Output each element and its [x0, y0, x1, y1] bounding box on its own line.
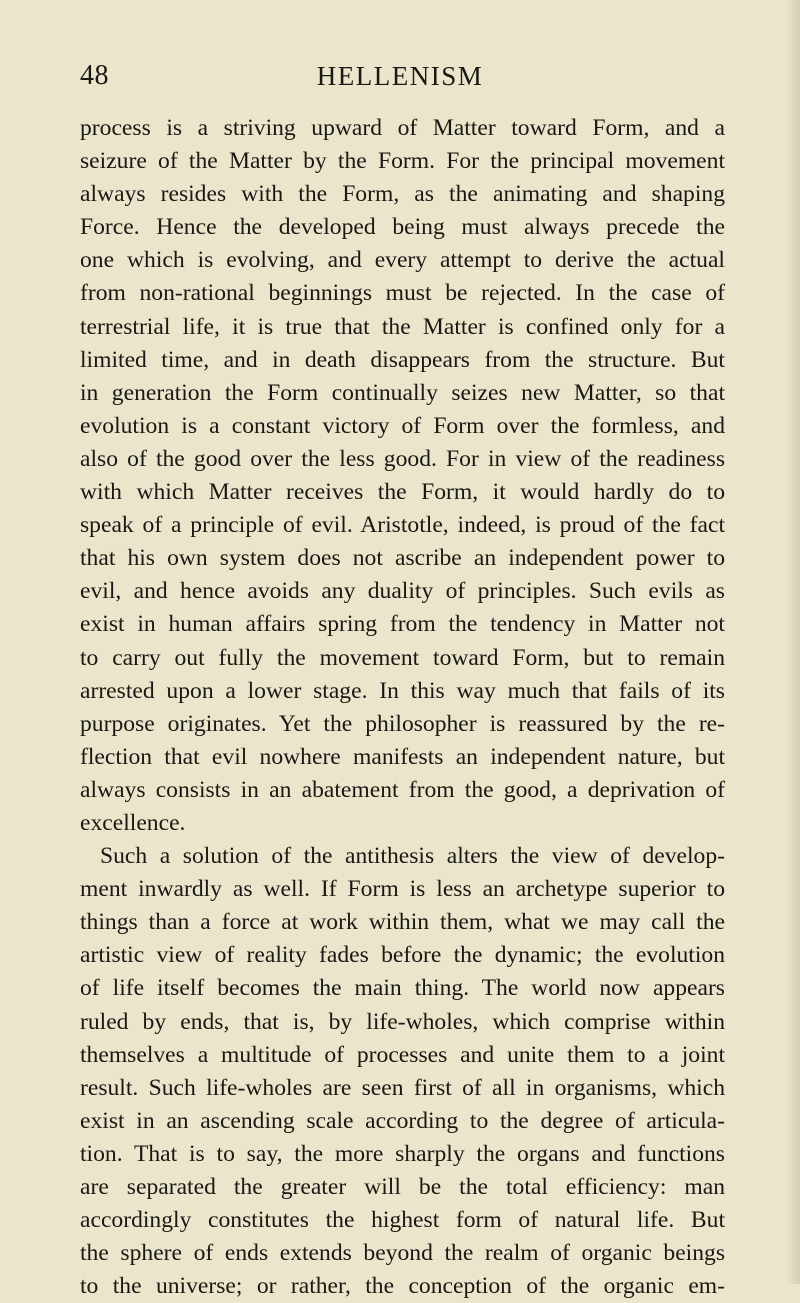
text-line: to the universe; or rather, the conception of the organic em- [80, 1273, 725, 1300]
text-line: the sphere of ends extends beyond the realm of organic beings [80, 1240, 725, 1267]
text-line: of life itself becomes the main thing. The world now appears [80, 975, 725, 1002]
text-line: evil, and hence avoids any duality of principles. Such evils as [80, 578, 725, 605]
text-line: always consists in an abatement from the good, a deprivation of [80, 776, 725, 803]
text-line: always resides with the Form, as the animating and shaping [80, 181, 725, 208]
text-line: with which Matter receives the Form, it would hardly do to [80, 479, 725, 506]
page-edge-shadow [786, 0, 800, 1284]
text-line: evolution is a constant victory of Form over the formless, and [80, 412, 725, 439]
text-line: flection that evil nowhere manifests an independent nature, but [80, 743, 725, 770]
text-line: ruled by ends, that is, by life-wholes, which comprise within [80, 1008, 725, 1035]
text-line: from non-rational beginnings must be rejected. In the case of [80, 280, 725, 307]
text-line: ment inwardly as well. If Form is less an archetype superior to [80, 876, 725, 903]
text-line: artistic view of reality fades before the dynamic; the evolution [80, 942, 725, 969]
text-line: exist in human affairs spring from the tendency in Matter not [80, 611, 725, 638]
text-line: are separated the greater will be the total efficiency: man [80, 1174, 725, 1200]
text-line: speak of a principle of evil. Aristotle, indeed, is proud of the fact [80, 512, 725, 539]
body-text [80, 112, 725, 1303]
text-line: accordingly constitutes the highest form of natural life. But [80, 1207, 725, 1234]
running-head [80, 58, 720, 94]
running-title: HELLENISM [316, 61, 484, 91]
text-line: seizure of the Matter by the Form. For the principal movement [80, 148, 725, 175]
text-line: themselves a multitude of processes and unite them to a joint [80, 1041, 725, 1068]
page-number: 48 [80, 60, 109, 91]
text-line: process is a striving upward of Matter toward Form, and a [80, 115, 725, 141]
text-line: exist in an ascending scale according to the degree of articula- [80, 1107, 725, 1134]
text-line: terrestrial life, it is true that the Matter is confined only for a [80, 313, 725, 340]
text-line: result. Such life-wholes are seen first of all in organisms, which [80, 1074, 725, 1101]
text-line: purpose originates. Yet the philosopher is reassured by the re- [80, 710, 725, 737]
text-line: limited time, and in death disappears from the structure. But [80, 346, 725, 373]
paragraph-start-line: Such a solution of the antithesis alters the view of develop- [100, 843, 725, 870]
text-line: also of the good over the less good. For in view of the readiness [80, 445, 725, 472]
text-line: things than a force at work within them, what we may call the [80, 909, 725, 936]
text-line: Force. Hence the developed being must always precede the [80, 214, 725, 241]
text-line: that his own system does not ascribe an independent power to [80, 545, 725, 572]
text-line: in generation the Form continually seizes new Matter, so that [80, 379, 725, 406]
text-line: to carry out fully the movement toward Form, but to remain [80, 644, 725, 671]
text-line: one which is evolving, and every attempt to derive the actual [80, 247, 725, 274]
text-line: arrested upon a lower stage. In this way much that fails of its [80, 677, 725, 704]
text-line: tion. That is to say, the more sharply the organs and functions [80, 1140, 725, 1167]
paragraph-end-line: excellence. [80, 809, 186, 836]
